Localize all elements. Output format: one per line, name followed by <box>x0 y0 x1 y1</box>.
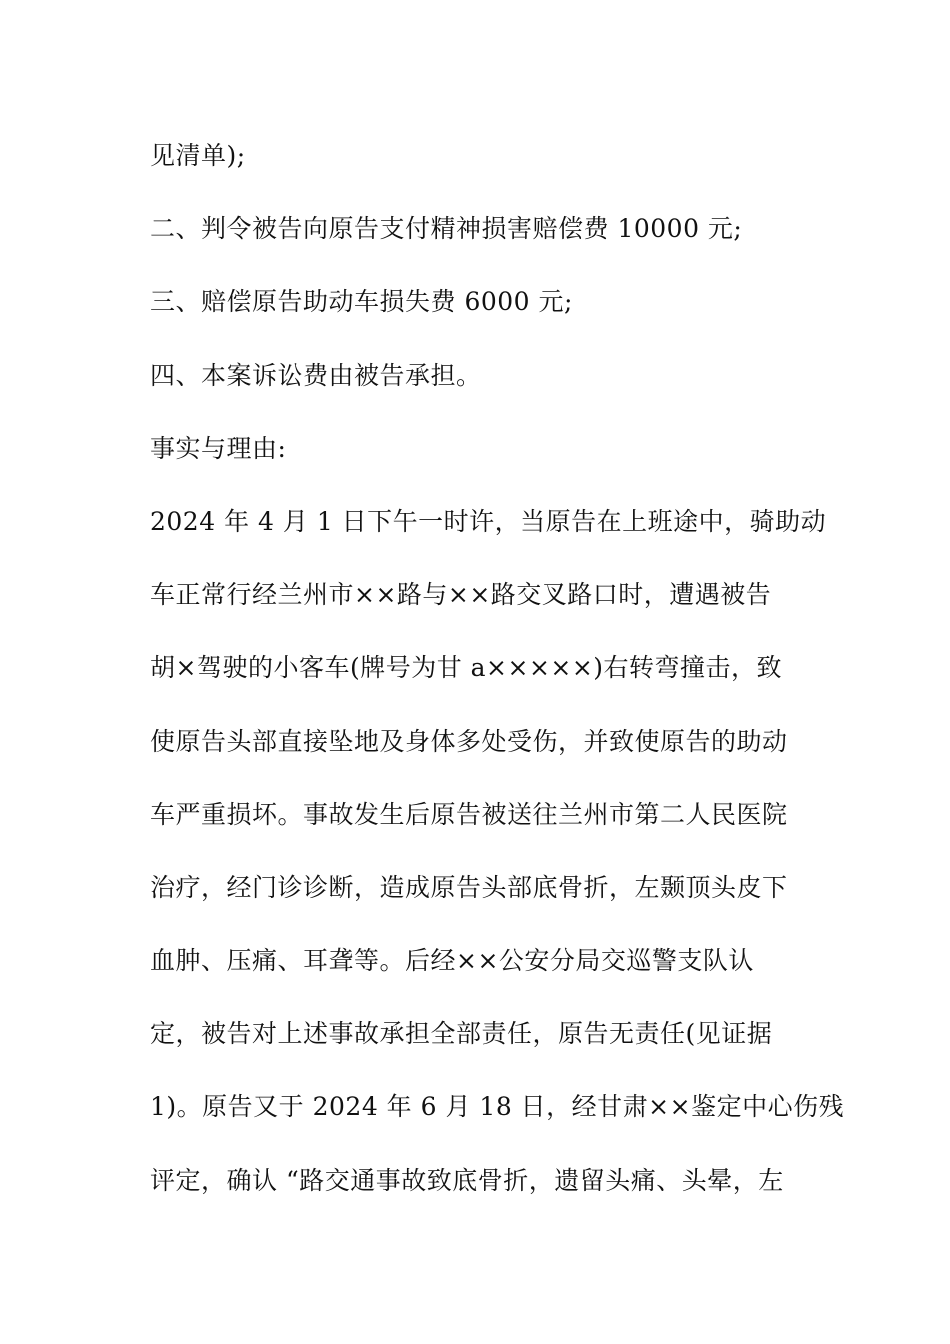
text-line: 胡×驾驶的小客车(牌号为甘 a×××××)右转弯撞击，致 <box>150 653 783 683</box>
text-line: 三、赔偿原告助动车损失费 6000 元; <box>150 287 573 317</box>
text-line: 1)。原告又于 2024 年 6 月 18 日，经甘肃××鉴定中心伤残 <box>150 1092 845 1122</box>
text-line: 见清单); <box>150 141 246 170</box>
text-line: 车严重损坏。事故发生后原告被送往兰州市第二人民医院 <box>150 799 788 829</box>
text-line: 车正常行经兰州市××路与××路交叉路口时，遭遇被告 <box>150 580 772 610</box>
text-line: 使原告头部直接坠地及身体多处受伤，并致使原告的助动 <box>150 726 788 756</box>
text-line: 定，被告对上述事故承担全部责任，原告无责任(见证据 <box>150 1019 773 1049</box>
text-line: 治疗，经门诊诊断，造成原告头部底骨折，左颞顶头皮下 <box>150 872 788 902</box>
text-line: 四、本案诉讼费由被告承担。 <box>150 360 482 390</box>
text-line: 二、判令被告向原告支付精神损害赔偿费 10000 元; <box>150 214 743 244</box>
text-line: 2024 年 4 月 1 日下午一时许，当原告在上班途中，骑助动 <box>150 506 827 536</box>
text-line: 评定，确认 “路交通事故致底骨折，遗留头痛、头晕，左 <box>150 1165 784 1195</box>
section-heading: 事实与理由: <box>150 433 287 463</box>
document-body <box>150 126 845 1224</box>
text-line: 血肿、压痛、耳聋等。后经××公安分局交巡警支队认 <box>150 946 754 976</box>
